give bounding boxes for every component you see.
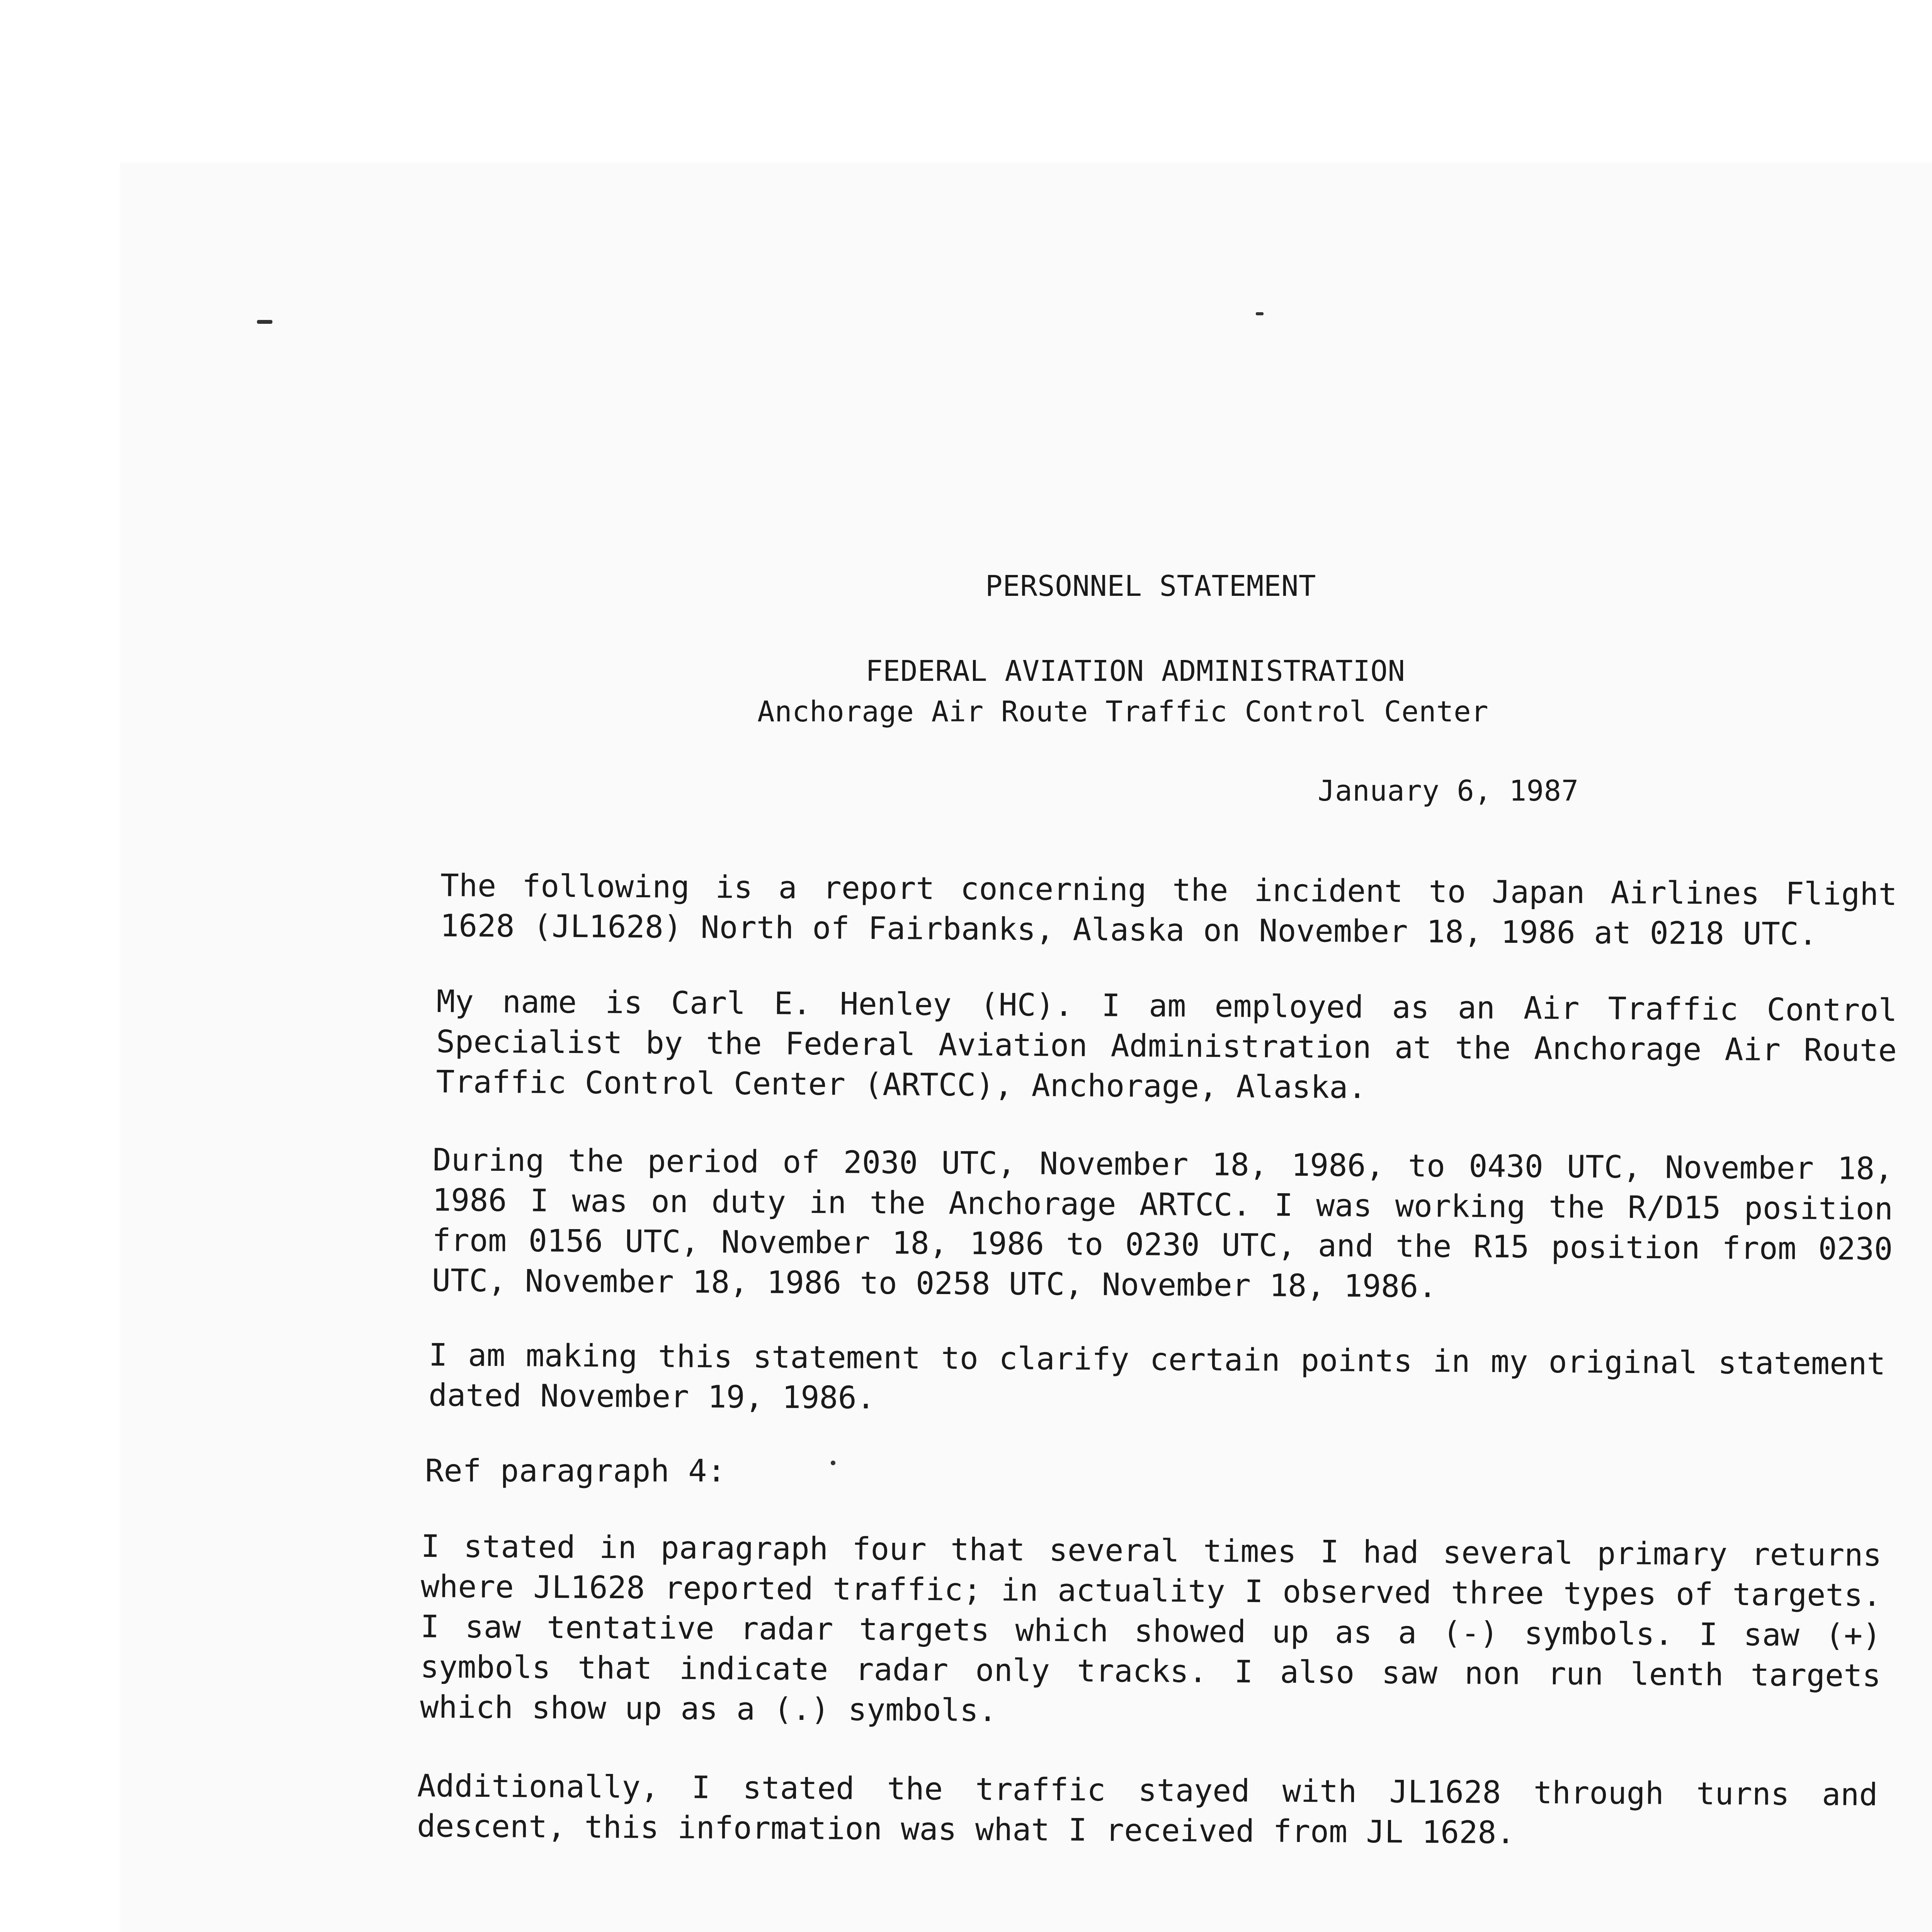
scan-speck [1256, 312, 1264, 315]
document-date: January 6, 1987 [1318, 774, 1579, 808]
paragraph-duty: During the period of 2030 UTC, November 18, 1986, to 0430 UTC, November 18, 1986 I was on duty in the Anchorage ARTCC. I was working the R/D15 position from 0156 UTC, November 18, 1986 to 0230 UTC, and the R15 position from 0230 UTC, November 18, 1986 to 0258 UTC, November 18, 1986. [432, 1142, 1893, 1304]
agency-name: FEDERAL AVIATION ADMINISTRATION [866, 655, 1405, 688]
paragraph-incident: The following is a report concerning the incident to Japan Airlines Flight 1628 (JL1628) North of Fairbanks, Alaska on November 18, 1986 at 0218 UTC. [440, 867, 1897, 952]
scan-speck [831, 1461, 835, 1465]
facility-name: Anchorage Air Route Traffic Control Center [757, 695, 1489, 728]
ref-paragraph-label: Ref paragraph 4: [425, 1453, 726, 1489]
document-title: PERSONNEL STATEMENT [985, 570, 1316, 603]
paragraph-targets: I stated in paragraph four that several times I had several primary returns where JL1628 reported traffic; in actuality I observed three types of targets. I saw tentative radar targets which showed up as a (-) symbols. I saw (+) symbols that indicate radar only tracks. I also saw non run lenth targets which show up as a (.) symbols. [420, 1528, 1882, 1729]
paragraph-identity: My name is Carl E. Henley (HC). I am employed as an Air Traffic Control Specialist by the Federal Aviation Administration at the Anchorage Air Route Traffic Control Center (ARTCC), Anchorage, Alaska. [436, 983, 1897, 1105]
scan-speck [257, 320, 272, 324]
paragraph-purpose: I am making this statement to clarify certain points in my original statement dated November 19, 1986. [428, 1337, 1886, 1416]
paragraph-additional: Additionally, I stated the traffic stayed with JL1628 through turns and descent, this information was what I received from JL 1628. [417, 1768, 1878, 1851]
